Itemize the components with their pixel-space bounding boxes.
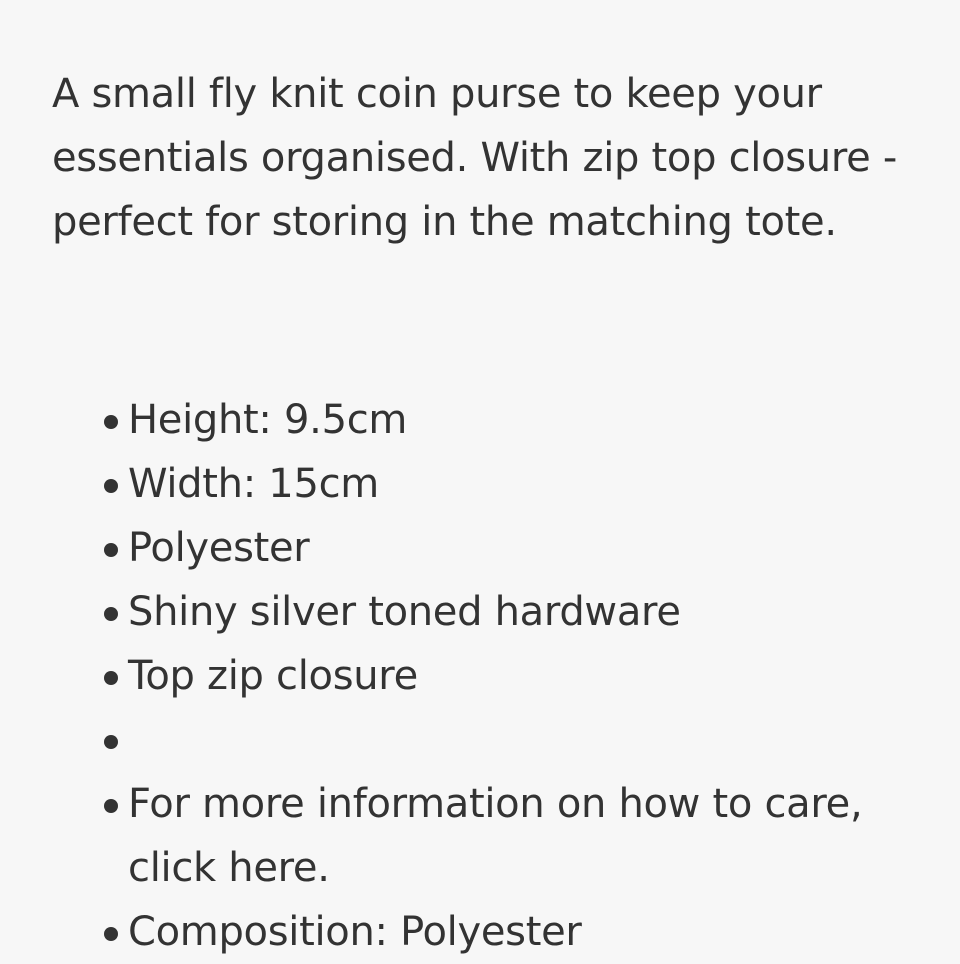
feature-item-material — [102, 516, 922, 580]
feature-text: Height: 9.5cm — [128, 397, 408, 443]
feature-item-closure — [102, 644, 922, 708]
bullet-icon — [104, 607, 118, 621]
feature-item-height — [102, 388, 922, 452]
product-details — [52, 62, 922, 964]
bullet-icon — [104, 799, 118, 813]
care-info-link[interactable]: For more information on how to care, click here. — [128, 781, 863, 891]
bullet-icon — [104, 927, 118, 941]
section-spacer — [52, 254, 922, 388]
feature-item-width — [102, 452, 922, 516]
feature-list — [52, 388, 922, 964]
feature-item-hardware — [102, 580, 922, 644]
feature-text: Shiny silver toned hardware — [128, 589, 681, 635]
bullet-icon — [104, 479, 118, 493]
bullet-icon — [104, 415, 118, 429]
product-description: A small fly knit coin purse to keep your essentials organised. With zip top closure - perfect for storing in the matching tote. — [52, 71, 897, 245]
feature-text: Width: 15cm — [128, 461, 379, 507]
feature-item-care-info[interactable] — [102, 772, 922, 900]
feature-item-composition — [102, 900, 922, 964]
feature-text: Polyester — [128, 525, 310, 571]
bullet-icon — [104, 671, 118, 685]
feature-text: Composition: Polyester — [128, 909, 582, 955]
feature-item-empty — [102, 708, 922, 772]
feature-text: Top zip closure — [128, 653, 418, 699]
bullet-icon — [104, 735, 118, 749]
bullet-icon — [104, 543, 118, 557]
